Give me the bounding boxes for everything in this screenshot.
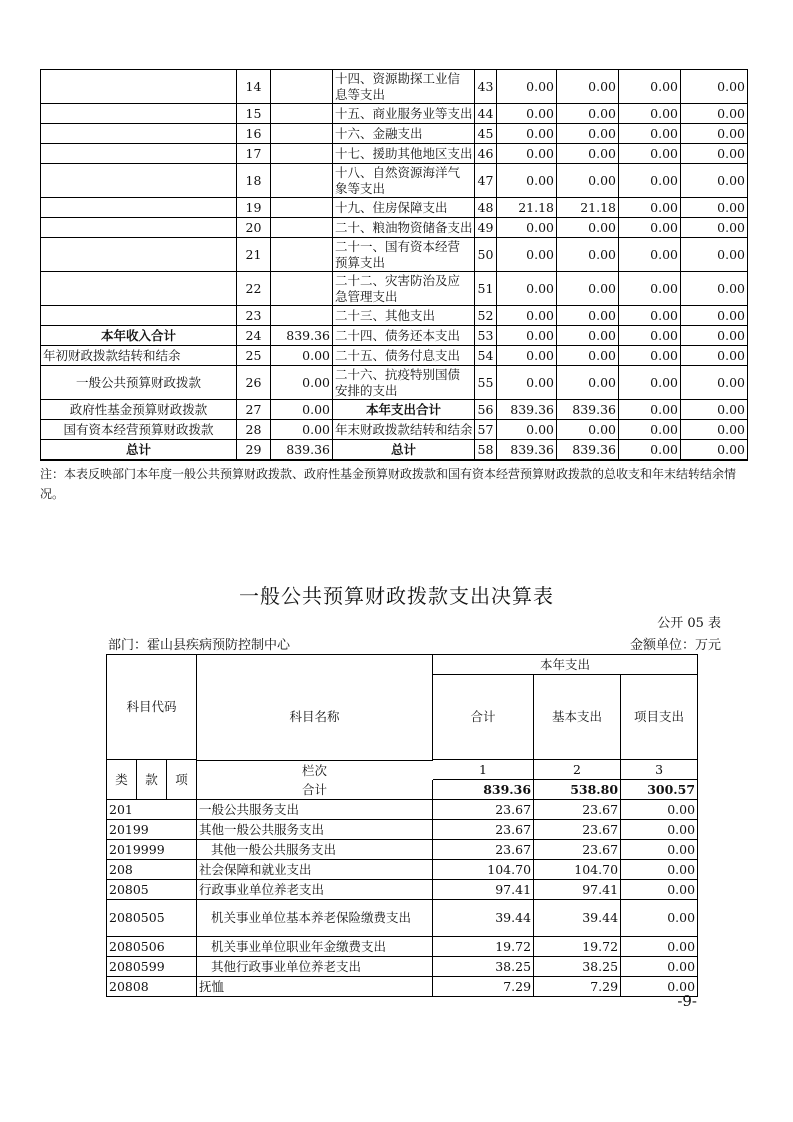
expense-fund: 0.00 — [619, 70, 681, 104]
expense-line-no: 56 — [475, 400, 497, 420]
expense-total: 839.36 — [497, 400, 557, 420]
amount-total: 39.44 — [433, 900, 534, 937]
income-item: 总计 — [41, 440, 237, 461]
expense-item: 十六、金融支出 — [333, 124, 475, 144]
expense-line-no: 43 — [475, 70, 497, 104]
subject-name: 行政事业单位养老支出 — [197, 880, 433, 900]
expense-line-no: 55 — [475, 366, 497, 400]
expense-state-capital: 0.00 — [681, 164, 748, 198]
income-line-no: 29 — [237, 440, 271, 461]
table-row — [107, 957, 698, 977]
table-row — [41, 218, 748, 238]
expense-item: 二十三、其他支出 — [333, 306, 475, 326]
expense-total: 0.00 — [497, 346, 557, 366]
income-line-no: 16 — [237, 124, 271, 144]
table-row — [41, 366, 748, 400]
expense-total: 0.00 — [497, 366, 557, 400]
expense-general: 0.00 — [557, 420, 619, 440]
expense-total: 0.00 — [497, 326, 557, 346]
expense-fund: 0.00 — [619, 326, 681, 346]
expense-fund: 0.00 — [619, 306, 681, 326]
table-row — [41, 70, 748, 104]
expense-line-no: 53 — [475, 326, 497, 346]
sum-project: 300.57 — [621, 780, 698, 800]
income-amount — [271, 238, 333, 272]
expense-line-no: 58 — [475, 440, 497, 461]
expense-total: 0.00 — [497, 144, 557, 164]
expense-fund: 0.00 — [619, 198, 681, 218]
income-amount: 839.36 — [271, 326, 333, 346]
expense-fund: 0.00 — [619, 218, 681, 238]
income-item — [41, 124, 237, 144]
expense-state-capital: 0.00 — [681, 346, 748, 366]
subject-code: 2080599 — [107, 957, 197, 977]
expense-total: 0.00 — [497, 104, 557, 124]
expense-total: 0.00 — [497, 420, 557, 440]
expense-total: 0.00 — [497, 70, 557, 104]
expense-state-capital: 0.00 — [681, 272, 748, 306]
income-amount — [271, 198, 333, 218]
income-line-no: 15 — [237, 104, 271, 124]
amount-total: 23.67 — [433, 820, 534, 840]
expense-state-capital: 0.00 — [681, 238, 748, 272]
income-expense-summary-table — [40, 69, 748, 461]
subject-name: 社会保障和就业支出 — [197, 860, 433, 880]
income-amount: 0.00 — [271, 366, 333, 400]
table-row — [107, 860, 698, 880]
amount-basic: 23.67 — [534, 800, 621, 820]
expense-general: 0.00 — [557, 326, 619, 346]
expense-general: 0.00 — [557, 70, 619, 104]
expense-total: 0.00 — [497, 124, 557, 144]
table-title: 一般公共预算财政拨款支出决算表 — [239, 584, 554, 608]
expense-fund: 0.00 — [619, 164, 681, 198]
expense-state-capital: 0.00 — [681, 326, 748, 346]
amount-project: 0.00 — [621, 900, 698, 937]
header-xiang: 项 — [167, 760, 197, 800]
amount-project: 0.00 — [621, 977, 698, 997]
income-item — [41, 238, 237, 272]
table-row — [41, 238, 748, 272]
expense-general: 839.36 — [557, 440, 619, 461]
expense-general: 0.00 — [557, 306, 619, 326]
sum-label: 合计 — [197, 780, 433, 800]
expense-general: 0.00 — [557, 366, 619, 400]
income-amount — [271, 144, 333, 164]
income-item — [41, 70, 237, 104]
table-row — [41, 272, 748, 306]
income-amount: 0.00 — [271, 420, 333, 440]
expense-line-no: 57 — [475, 420, 497, 440]
header-subject-name: 科目名称 — [197, 655, 433, 780]
amount-basic: 19.72 — [534, 937, 621, 957]
table-note: 注：本表反映部门本年度一般公共预算财政拨款、政府性基金预算财政拨款和国有资本经营预算财政拨款的总收支和年末结转结余情况。 — [40, 467, 737, 501]
general-budget-expenditure-table — [106, 654, 698, 997]
income-amount — [271, 272, 333, 306]
expense-general: 0.00 — [557, 218, 619, 238]
subject-code: 208 — [107, 860, 197, 880]
income-line-no: 20 — [237, 218, 271, 238]
income-item: 本年收入合计 — [41, 326, 237, 346]
income-item: 政府性基金预算财政拨款 — [41, 400, 237, 420]
amount-project: 0.00 — [621, 880, 698, 900]
amount-project: 0.00 — [621, 937, 698, 957]
income-item: 年初财政拨款结转和结余 — [41, 346, 237, 366]
expense-fund: 0.00 — [619, 366, 681, 400]
expense-item: 二十二、灾害防治及应急管理支出 — [333, 272, 475, 306]
expense-state-capital: 0.00 — [681, 198, 748, 218]
expense-item: 二十六、抗疫特别国债安排的支出 — [333, 366, 475, 400]
expense-item: 十四、资源勘探工业信息等支出 — [333, 70, 475, 104]
income-amount — [271, 124, 333, 144]
subject-code: 2019999 — [107, 840, 197, 860]
sum-basic: 538.80 — [534, 780, 621, 800]
income-item — [41, 104, 237, 124]
income-line-no: 18 — [237, 164, 271, 198]
subject-code: 201 — [107, 800, 197, 820]
expense-item: 十八、自然资源海洋气象等支出 — [333, 164, 475, 198]
amount-basic: 23.67 — [534, 820, 621, 840]
expense-line-no: 49 — [475, 218, 497, 238]
income-line-no: 21 — [237, 238, 271, 272]
header-kuan: 款 — [137, 760, 167, 800]
table-row — [41, 440, 748, 461]
table-row — [107, 800, 698, 820]
col-num-2: 2 — [534, 760, 621, 780]
expense-state-capital: 0.00 — [681, 124, 748, 144]
table-row — [41, 144, 748, 164]
expense-item: 二十四、债务还本支出 — [333, 326, 475, 346]
expense-line-no: 52 — [475, 306, 497, 326]
subject-code: 20805 — [107, 880, 197, 900]
expense-line-no: 50 — [475, 238, 497, 272]
income-line-no: 19 — [237, 198, 271, 218]
subject-code: 20199 — [107, 820, 197, 840]
income-line-no: 25 — [237, 346, 271, 366]
expense-fund: 0.00 — [619, 440, 681, 461]
expense-general: 839.36 — [557, 400, 619, 420]
expense-line-no: 46 — [475, 144, 497, 164]
amount-basic: 97.41 — [534, 880, 621, 900]
department-label: 部门：霍山县疾病预防控制中心 — [108, 638, 291, 653]
expense-state-capital: 0.00 — [681, 440, 748, 461]
table-row — [41, 164, 748, 198]
expense-item: 本年支出合计 — [333, 400, 475, 420]
col-num-1: 1 — [433, 760, 534, 780]
income-line-no: 17 — [237, 144, 271, 164]
amount-basic: 23.67 — [534, 840, 621, 860]
expense-state-capital: 0.00 — [681, 70, 748, 104]
page-number: -9- — [677, 992, 697, 1010]
subject-name: 抚恤 — [197, 977, 433, 997]
expense-total: 839.36 — [497, 440, 557, 461]
income-item — [41, 144, 237, 164]
income-amount: 0.00 — [271, 400, 333, 420]
amount-basic: 104.70 — [534, 860, 621, 880]
expense-fund: 0.00 — [619, 272, 681, 306]
lanci-label: 栏次 — [197, 760, 433, 780]
amount-total: 19.72 — [433, 937, 534, 957]
amount-basic: 7.29 — [534, 977, 621, 997]
expense-item: 二十、粮油物资储备支出 — [333, 218, 475, 238]
income-amount: 839.36 — [271, 440, 333, 461]
income-item — [41, 306, 237, 326]
col-num-3: 3 — [621, 760, 698, 780]
amount-total: 104.70 — [433, 860, 534, 880]
income-line-no: 24 — [237, 326, 271, 346]
subject-name: 其他一般公共服务支出 — [197, 840, 433, 860]
header-lei: 类 — [107, 760, 137, 800]
amount-total: 38.25 — [433, 957, 534, 977]
income-item — [41, 164, 237, 198]
expense-state-capital: 0.00 — [681, 400, 748, 420]
income-line-no: 23 — [237, 306, 271, 326]
expense-line-no: 44 — [475, 104, 497, 124]
table-row — [41, 104, 748, 124]
expense-general: 0.00 — [557, 164, 619, 198]
table-code: 公开 05 表 — [657, 616, 721, 631]
expense-line-no: 47 — [475, 164, 497, 198]
expense-line-no: 51 — [475, 272, 497, 306]
expense-general: 0.00 — [557, 238, 619, 272]
amount-project: 0.00 — [621, 820, 698, 840]
subject-code: 2080505 — [107, 900, 197, 937]
expense-item: 年末财政拨款结转和结余 — [333, 420, 475, 440]
expense-total: 0.00 — [497, 306, 557, 326]
amount-basic: 38.25 — [534, 957, 621, 977]
expense-general: 0.00 — [557, 144, 619, 164]
expense-state-capital: 0.00 — [681, 144, 748, 164]
table-row — [107, 880, 698, 900]
expense-general: 0.00 — [557, 124, 619, 144]
expense-total: 0.00 — [497, 164, 557, 198]
income-line-no: 27 — [237, 400, 271, 420]
income-amount — [271, 70, 333, 104]
expense-line-no: 45 — [475, 124, 497, 144]
table-row — [41, 326, 748, 346]
income-amount — [271, 164, 333, 198]
amount-project: 0.00 — [621, 860, 698, 880]
income-amount — [271, 218, 333, 238]
expense-fund: 0.00 — [619, 144, 681, 164]
expense-general: 21.18 — [557, 198, 619, 218]
expense-item: 二十一、国有资本经营预算支出 — [333, 238, 475, 272]
income-item: 国有资本经营预算财政拨款 — [41, 420, 237, 440]
table-row — [107, 840, 698, 860]
income-item — [41, 218, 237, 238]
table-row — [41, 400, 748, 420]
table-row — [41, 306, 748, 326]
income-item: 一般公共预算财政拨款 — [41, 366, 237, 400]
header-total: 合计 — [433, 675, 534, 760]
expense-state-capital: 0.00 — [681, 218, 748, 238]
amount-project: 0.00 — [621, 957, 698, 977]
amount-unit-label: 金额单位：万元 — [629, 638, 721, 653]
income-line-no: 22 — [237, 272, 271, 306]
income-line-no: 28 — [237, 420, 271, 440]
expense-item: 总计 — [333, 440, 475, 461]
expense-line-no: 54 — [475, 346, 497, 366]
income-amount — [271, 104, 333, 124]
income-item — [41, 272, 237, 306]
table-row — [107, 937, 698, 957]
expense-state-capital: 0.00 — [681, 306, 748, 326]
expense-fund: 0.00 — [619, 238, 681, 272]
expense-fund: 0.00 — [619, 400, 681, 420]
expense-total: 0.00 — [497, 218, 557, 238]
expense-item: 二十五、债务付息支出 — [333, 346, 475, 366]
table-row — [107, 820, 698, 840]
subject-code: 20808 — [107, 977, 197, 997]
expense-fund: 0.00 — [619, 346, 681, 366]
expense-item: 十七、援助其他地区支出 — [333, 144, 475, 164]
subject-name: 机关事业单位基本养老保险缴费支出 — [197, 900, 433, 937]
expense-general: 0.00 — [557, 272, 619, 306]
sum-total: 839.36 — [433, 780, 534, 800]
amount-total: 23.67 — [433, 800, 534, 820]
header-year-expenditure: 本年支出 — [433, 655, 698, 675]
income-amount: 0.00 — [271, 346, 333, 366]
expense-state-capital: 0.00 — [681, 366, 748, 400]
expense-line-no: 48 — [475, 198, 497, 218]
expense-fund: 0.00 — [619, 104, 681, 124]
header-subject-code: 科目代码 — [107, 655, 197, 760]
subject-name: 其他一般公共服务支出 — [197, 820, 433, 840]
table-row — [41, 198, 748, 218]
amount-project: 0.00 — [621, 840, 698, 860]
expense-general: 0.00 — [557, 346, 619, 366]
expense-total: 0.00 — [497, 238, 557, 272]
expense-total: 0.00 — [497, 272, 557, 306]
expense-state-capital: 0.00 — [681, 104, 748, 124]
expense-general: 0.00 — [557, 104, 619, 124]
table-row — [41, 124, 748, 144]
amount-basic: 39.44 — [534, 900, 621, 937]
expense-fund: 0.00 — [619, 420, 681, 440]
subject-code: 2080506 — [107, 937, 197, 957]
expense-item: 十九、住房保障支出 — [333, 198, 475, 218]
header-basic: 基本支出 — [534, 675, 621, 760]
table-row — [107, 977, 698, 997]
subject-name: 其他行政事业单位养老支出 — [197, 957, 433, 977]
header-project: 项目支出 — [621, 675, 698, 760]
table-row — [107, 900, 698, 937]
amount-project: 0.00 — [621, 800, 698, 820]
expense-fund: 0.00 — [619, 124, 681, 144]
amount-total: 7.29 — [433, 977, 534, 997]
income-line-no: 26 — [237, 366, 271, 400]
expense-state-capital: 0.00 — [681, 420, 748, 440]
subject-name: 一般公共服务支出 — [197, 800, 433, 820]
amount-total: 97.41 — [433, 880, 534, 900]
table-row — [41, 346, 748, 366]
amount-total: 23.67 — [433, 840, 534, 860]
subject-name: 机关事业单位职业年金缴费支出 — [197, 937, 433, 957]
income-item — [41, 198, 237, 218]
income-line-no: 14 — [237, 70, 271, 104]
expense-item: 十五、商业服务业等支出 — [333, 104, 475, 124]
expense-total: 21.18 — [497, 198, 557, 218]
income-amount — [271, 306, 333, 326]
table-row — [41, 420, 748, 440]
